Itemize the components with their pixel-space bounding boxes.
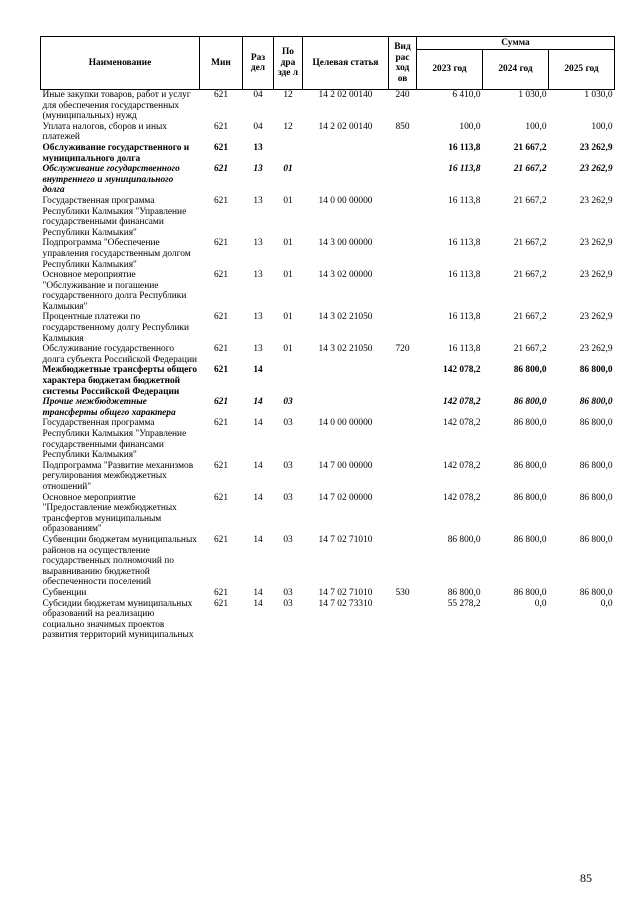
cell-target: 14 2 02 00140 <box>318 121 373 132</box>
cell-min: 621 <box>213 397 229 408</box>
cell-podrazdel: 03 <box>283 534 293 545</box>
header-2024: 2024 год <box>483 50 549 90</box>
cell-2023: 142 078,2 <box>443 492 481 503</box>
cell-min: 621 <box>213 460 229 471</box>
cell-2024: 100,0 <box>525 121 547 132</box>
header-sum: Сумма <box>417 37 615 50</box>
table-row <box>41 461 615 493</box>
cell-name: Субвенции <box>42 587 87 598</box>
cell-razdel: 13 <box>253 142 263 153</box>
cell-podrazdel: 03 <box>283 492 293 503</box>
cell-2024: 21 667,2 <box>513 164 547 175</box>
cell-podrazdel: 01 <box>283 270 293 281</box>
cell-2025: 0,0 <box>600 598 613 609</box>
cell-min: 621 <box>213 418 229 429</box>
cell-2024: 21 667,2 <box>513 344 547 355</box>
header-razdel: Раз дел <box>243 37 274 90</box>
cell-2023: 55 278,2 <box>447 598 481 609</box>
cell-podrazdel: 01 <box>283 312 293 323</box>
cell-2024: 21 667,2 <box>513 270 547 281</box>
cell-podrazdel: 03 <box>283 587 293 598</box>
cell-2023: 16 113,8 <box>448 238 481 249</box>
cell-name: Государственная программа Республики Калмыкия "Управление государственными финансами Республики Калмыкия" <box>42 418 187 461</box>
cell-vid: 720 <box>395 344 410 355</box>
cell-name: Субсидии бюджетам муниципальных образований на реализацию социально значимых проектов развития территорий муниципальных <box>42 598 194 641</box>
cell-2025: 23 262,9 <box>579 238 613 249</box>
cell-2023: 142 078,2 <box>443 397 481 408</box>
cell-2024: 21 667,2 <box>513 312 547 323</box>
cell-podrazdel: 03 <box>283 397 293 408</box>
cell-razdel: 04 <box>253 90 263 100</box>
cell-2025: 86 800,0 <box>579 365 613 376</box>
table-row <box>41 238 615 270</box>
cell-target: 14 0 00 00000 <box>318 195 373 206</box>
cell-2025: 23 262,9 <box>579 195 613 206</box>
cell-2024: 86 800,0 <box>513 492 547 503</box>
cell-vid <box>389 312 417 344</box>
cell-vid <box>389 196 417 238</box>
cell-razdel: 13 <box>253 238 263 249</box>
cell-2023: 100,0 <box>459 121 481 132</box>
cell-name: Обслуживание государственного и муниципального долга <box>42 142 190 164</box>
cell-vid: 240 <box>395 90 410 100</box>
cell-name: Подпрограмма "Обеспечение управления государственным долгом Республики Калмыкия" <box>42 238 191 270</box>
cell-vid <box>389 493 417 535</box>
cell-target: 14 3 02 21050 <box>318 344 373 355</box>
cell-name: Обслуживание государственного внутреннего и муниципального долга <box>42 164 180 196</box>
table-header <box>41 37 615 90</box>
cell-2024: 86 800,0 <box>513 365 547 376</box>
cell-podrazdel: 12 <box>283 121 293 132</box>
table-row <box>41 493 615 535</box>
cell-2025: 86 800,0 <box>579 460 613 471</box>
cell-2025: 86 800,0 <box>579 534 613 545</box>
cell-2023: 16 113,8 <box>448 142 481 153</box>
cell-2025: 100,0 <box>591 121 613 132</box>
cell-min: 621 <box>213 534 229 545</box>
table-row <box>41 418 615 460</box>
cell-razdel: 14 <box>253 365 263 376</box>
cell-2023: 16 113,8 <box>448 344 481 355</box>
cell-min: 621 <box>213 164 229 175</box>
cell-2024: 86 800,0 <box>513 534 547 545</box>
cell-vid <box>389 599 417 641</box>
cell-2023: 142 078,2 <box>443 365 481 376</box>
cell-target <box>303 365 389 397</box>
cell-vid <box>389 461 417 493</box>
cell-target: 14 2 02 00140 <box>318 90 373 100</box>
cell-2023: 16 113,8 <box>448 312 481 323</box>
cell-2025: 86 800,0 <box>579 397 613 408</box>
cell-2023: 16 113,8 <box>448 164 481 175</box>
table-row <box>41 196 615 238</box>
cell-name: Подпрограмма "Развитие механизмов регулирования межбюджетных отношений" <box>42 460 194 492</box>
cell-razdel: 14 <box>253 587 263 598</box>
cell-2025: 86 800,0 <box>579 587 613 598</box>
cell-name: Государственная программа Республики Калмыкия "Управление государственными финансами Республики Калмыкия" <box>42 195 187 238</box>
cell-2025: 1 030,0 <box>584 90 613 100</box>
cell-min: 621 <box>213 344 229 355</box>
cell-podrazdel: 01 <box>283 164 293 175</box>
table-row <box>41 122 615 143</box>
table-row <box>41 397 615 418</box>
header-2025: 2025 год <box>549 50 615 90</box>
cell-2024: 21 667,2 <box>513 238 547 249</box>
cell-razdel: 04 <box>253 121 263 132</box>
cell-podrazdel: 01 <box>283 238 293 249</box>
cell-min: 621 <box>213 238 229 249</box>
table-row <box>41 164 615 196</box>
header-name: Наименование <box>41 37 200 90</box>
cell-name: Прочие межбюджетные трансферты общего характера <box>42 397 176 418</box>
table-row <box>41 270 615 312</box>
cell-2024: 21 667,2 <box>513 195 547 206</box>
header-target: Целевая статья <box>303 37 389 90</box>
cell-2025: 23 262,9 <box>579 164 613 175</box>
cell-2023: 6 410,0 <box>452 90 481 100</box>
cell-2023: 16 113,8 <box>448 270 481 281</box>
cell-target: 14 7 02 73310 <box>318 598 373 609</box>
cell-2024: 0,0 <box>534 598 547 609</box>
cell-target <box>303 397 389 418</box>
cell-podrazdel: 12 <box>283 90 293 100</box>
cell-vid <box>389 535 417 588</box>
cell-razdel: 14 <box>253 418 263 429</box>
cell-razdel: 14 <box>253 460 263 471</box>
cell-min: 621 <box>213 587 229 598</box>
cell-min: 621 <box>213 121 229 132</box>
cell-2023: 86 800,0 <box>447 534 481 545</box>
cell-razdel: 14 <box>253 397 263 408</box>
cell-razdel: 13 <box>253 195 263 206</box>
cell-name: Основное мероприятие "Обслуживание и погашение государственного долга Республики Калмыкия" <box>42 270 187 312</box>
cell-2023: 142 078,2 <box>443 460 481 471</box>
cell-2025: 23 262,9 <box>579 142 613 153</box>
cell-min: 621 <box>213 142 229 153</box>
cell-vid <box>389 143 417 164</box>
cell-2025: 23 262,9 <box>579 344 613 355</box>
cell-min: 621 <box>213 195 229 206</box>
cell-vid <box>389 164 417 196</box>
cell-2025: 86 800,0 <box>579 492 613 503</box>
cell-podrazdel: 03 <box>283 418 293 429</box>
budget-table <box>40 36 615 641</box>
cell-razdel: 13 <box>253 164 263 175</box>
cell-name: Процентные платежи по государственному долгу Республики Калмыкия <box>42 312 190 344</box>
cell-podrazdel <box>274 143 303 164</box>
table-row <box>41 599 615 641</box>
cell-min: 621 <box>213 598 229 609</box>
cell-target <box>303 143 389 164</box>
cell-min: 621 <box>213 90 229 100</box>
cell-target <box>303 164 389 196</box>
cell-target: 14 3 02 00000 <box>318 270 373 281</box>
cell-vid <box>389 418 417 460</box>
cell-vid <box>389 238 417 270</box>
cell-2025: 86 800,0 <box>579 418 613 429</box>
cell-2025: 23 262,9 <box>579 270 613 281</box>
cell-2024: 1 030,0 <box>518 90 547 100</box>
cell-name: Иные закупки товаров, работ и услуг для обеспечения государственных (муниципальных) нужд <box>42 90 191 122</box>
cell-name: Межбюджетные трансферты общего характера бюджетам бюджетной системы Российской Федерации <box>42 365 198 397</box>
cell-vid <box>389 397 417 418</box>
cell-razdel: 14 <box>253 492 263 503</box>
cell-razdel: 14 <box>253 598 263 609</box>
cell-razdel: 13 <box>253 312 263 323</box>
cell-razdel: 14 <box>253 534 263 545</box>
table-row <box>41 344 615 365</box>
cell-target: 14 3 00 00000 <box>318 238 373 249</box>
cell-2024: 86 800,0 <box>513 418 547 429</box>
cell-vid <box>389 365 417 397</box>
table-row <box>41 90 615 122</box>
cell-min: 621 <box>213 365 229 376</box>
cell-2024: 86 800,0 <box>513 460 547 471</box>
header-podrazdel: По дра зде л <box>274 37 303 90</box>
cell-podrazdel: 03 <box>283 598 293 609</box>
cell-razdel: 13 <box>253 344 263 355</box>
table-row <box>41 143 615 164</box>
cell-2023: 86 800,0 <box>447 587 481 598</box>
table-row <box>41 365 615 397</box>
cell-vid: 850 <box>395 121 410 132</box>
cell-podrazdel: 01 <box>283 195 293 206</box>
cell-2024: 21 667,2 <box>513 142 547 153</box>
cell-min: 621 <box>213 270 229 281</box>
cell-podrazdel: 01 <box>283 344 293 355</box>
cell-name: Обслуживание государственного долга субъекта Российской Федерации <box>42 344 197 365</box>
page-number: 85 <box>580 871 592 885</box>
cell-podrazdel: 03 <box>283 460 293 471</box>
cell-min: 621 <box>213 312 229 323</box>
cell-2023: 142 078,2 <box>443 418 481 429</box>
cell-razdel: 13 <box>253 270 263 281</box>
cell-podrazdel <box>274 365 303 397</box>
cell-target: 14 7 00 00000 <box>318 460 373 471</box>
cell-target: 14 7 02 71010 <box>318 587 373 598</box>
table-row <box>41 535 615 588</box>
cell-target: 14 7 02 00000 <box>318 492 373 503</box>
table-row <box>41 588 615 599</box>
cell-name: Основное мероприятие "Предоставление межбюджетных трансфертов муниципальным образованиям" <box>42 492 177 535</box>
cell-target: 14 0 00 00000 <box>318 418 373 429</box>
cell-2024: 86 800,0 <box>513 587 547 598</box>
cell-vid <box>389 270 417 312</box>
header-min: Мин <box>200 37 243 90</box>
cell-2023: 16 113,8 <box>448 195 481 206</box>
cell-target: 14 3 02 21050 <box>318 312 373 323</box>
header-vid: Вид рас ход ов <box>389 37 417 90</box>
table-body <box>41 90 615 641</box>
cell-name: Субвенции бюджетам муниципальных районов на осуществление государственных полномочий по выравниванию бюджетной обеспеченности поселений <box>42 534 197 588</box>
cell-vid: 530 <box>395 587 410 598</box>
cell-2024: 86 800,0 <box>513 397 547 408</box>
cell-min: 621 <box>213 492 229 503</box>
cell-name: Уплата налогов, сборов и иных платежей <box>42 121 167 143</box>
cell-target: 14 7 02 71010 <box>318 534 373 545</box>
table-row <box>41 312 615 344</box>
header-2023: 2023 год <box>417 50 483 90</box>
cell-2025: 23 262,9 <box>579 312 613 323</box>
